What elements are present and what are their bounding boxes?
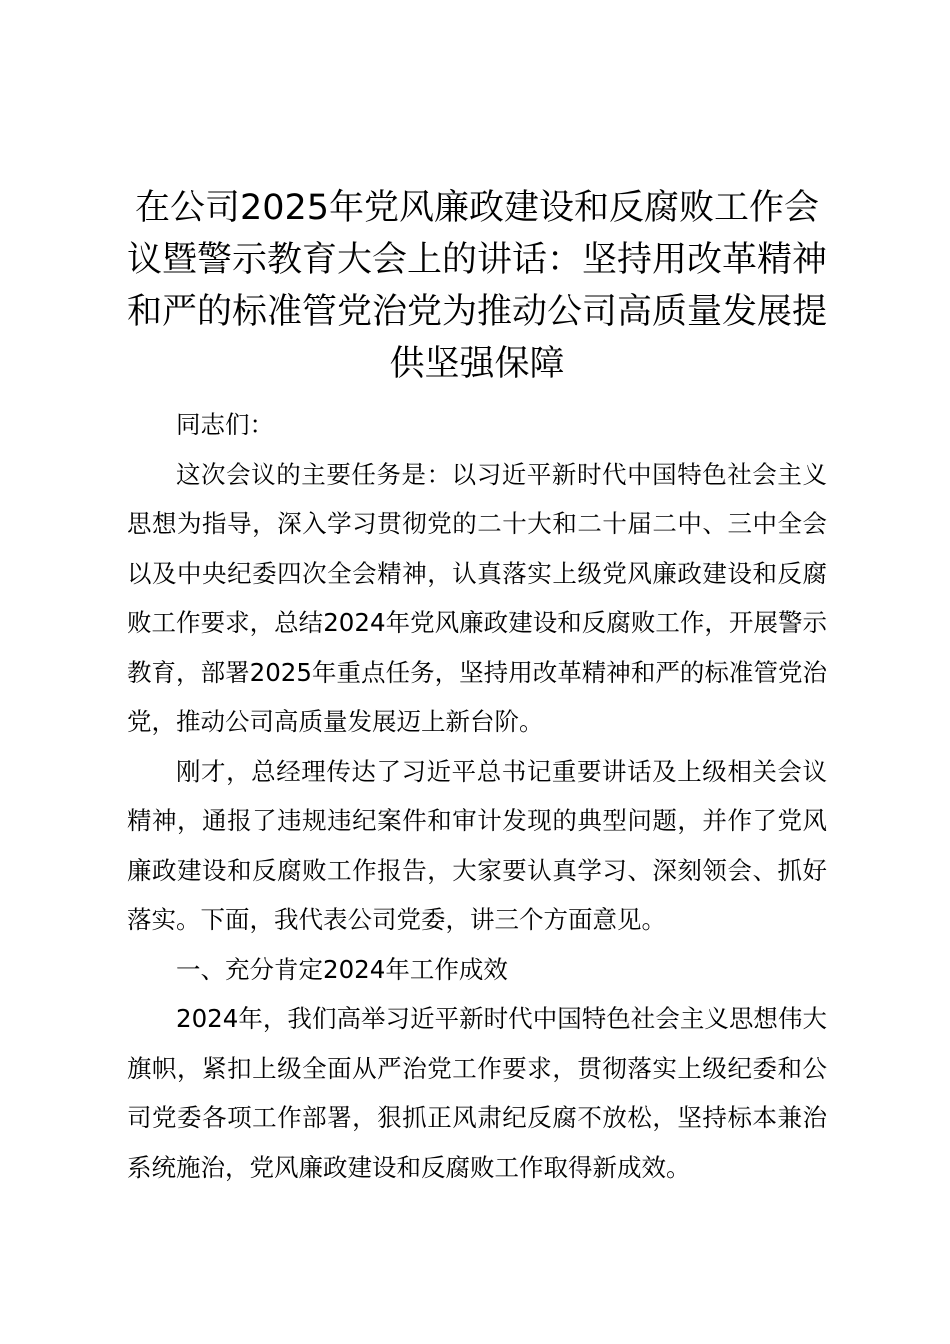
document-page [127,182,827,1192]
section-heading-1: 一、充分肯定2024年工作成效 [176,954,508,984]
document-title: 在公司2025年党风廉政建设和反腐败工作会议暨警示教育大会上的讲话：坚持用改革精神和严的标准管党治党为推动公司高质量发展提供坚强保障 [127,188,828,384]
document-body [127,400,827,1192]
paragraph-2: 刚才，总经理传达了习近平总书记重要讲话及上级相关会议精神，通报了违规违纪案件和审计发现的典型问题，并作了党风廉政建设和反腐败工作报告，大家要认真学习、深刻领会、抓好落实。下面，我代表公司党委，讲三个方面意见。 [127,756,827,934]
salutation: 同志们： [176,410,274,439]
section-1-paragraph: 2024年，我们高举习近平新时代中国特色社会主义思想伟大旗帜，紧扣上级全面从严治党工作要求，贯彻落实上级纪委和公司党委各项工作部署，狠抓正风肃纪反腐不放松，坚持标本兼治系统施治，党风廉政建设和反腐败工作取得新成效。 [127,1004,827,1182]
paragraph-1: 这次会议的主要任务是：以习近平新时代中国特色社会主义思想为指导，深入学习贯彻党的二十大和二十届二中、三中全会以及中央纪委四次全会精神，认真落实上级党风廉政建设和反腐败工作要求，总结2024年党风廉政建设和反腐败工作，开展警示教育，部署2025年重点任务，坚持用改革精神和严的标准管党治党，推动公司高质量发展迈上新台阶。 [127,459,827,736]
